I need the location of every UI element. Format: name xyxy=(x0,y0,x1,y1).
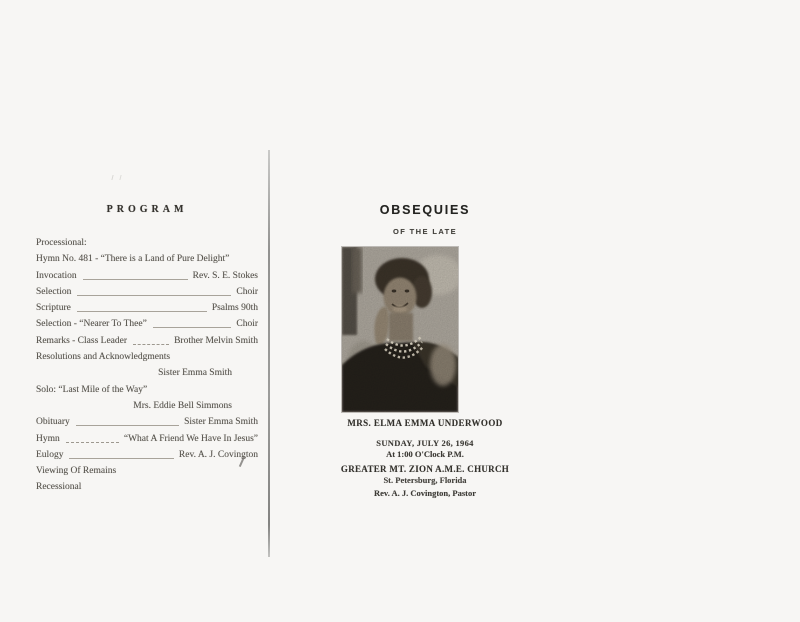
program-line-eulogy xyxy=(36,450,258,460)
program-line-scripture xyxy=(36,303,258,313)
of-the-late-subtitle: OF THE LATE xyxy=(392,227,457,236)
program-line-label: Obituary xyxy=(36,417,70,428)
leader-line xyxy=(83,271,188,280)
program-line-label: Invocation xyxy=(36,270,77,281)
leader-line xyxy=(76,417,179,426)
program-line-label: Solo: “Last Mile of the Way” xyxy=(36,384,148,395)
leader-line xyxy=(77,303,207,312)
program-page xyxy=(36,204,258,499)
program-line-label: Selection xyxy=(36,286,72,297)
portrait-illustration xyxy=(342,247,458,412)
program-line-label: Recessional xyxy=(36,482,82,493)
program-line-recessional xyxy=(36,482,258,492)
pastor-name: Rev. A. J. Covington, Pastor xyxy=(374,488,476,498)
service-time: At 1:00 O'Clock P.M. xyxy=(386,449,464,459)
program-line-label: Selection - “Nearer To Thee” xyxy=(36,319,147,330)
program-line-solo xyxy=(36,385,258,395)
program-line-label: Hymn No. 481 - “There is a Land of Pure Delight” xyxy=(36,254,230,265)
leader-line xyxy=(77,287,231,296)
program-line-by: Choir xyxy=(236,319,258,330)
program-line-label: Scripture xyxy=(36,303,71,314)
leader-line xyxy=(69,450,173,459)
program-line-opening-hymn xyxy=(36,254,258,264)
program-line-by: Brother Melvin Smith xyxy=(174,335,258,346)
leader-line xyxy=(133,336,169,345)
leader-line xyxy=(66,434,119,443)
program-title: PROGRAM xyxy=(106,204,188,215)
program-line-label: Hymn xyxy=(36,433,60,444)
program-line-by: “What A Friend We Have In Jesus” xyxy=(123,433,258,444)
program-line-obituary xyxy=(36,417,258,427)
program-line-label: Viewing Of Remains xyxy=(36,466,117,477)
program-line-by: Sister Emma Smith xyxy=(158,368,232,379)
deceased-portrait-photo xyxy=(342,247,458,412)
program-line-hymn xyxy=(36,434,258,444)
program-line-viewing xyxy=(36,466,258,476)
faint-scan-mark xyxy=(111,175,121,180)
program-line-by: Choir xyxy=(236,286,258,297)
program-line-remarks xyxy=(36,336,258,346)
program-line-resolutions xyxy=(36,352,258,362)
program-line-processional xyxy=(36,238,258,248)
program-line-by: Sister Emma Smith xyxy=(184,417,258,428)
program-line-label: Eulogy xyxy=(36,449,64,460)
program-line-selection-nearer xyxy=(36,319,258,329)
program-line-by: Psalms 90th xyxy=(211,303,258,314)
page-fold-line xyxy=(268,150,270,557)
program-line-label: Processional: xyxy=(36,238,87,248)
program-line-solo-by xyxy=(36,401,258,411)
program-line-invocation xyxy=(36,271,258,281)
program-line-selection xyxy=(36,287,258,297)
program-line-by: Rev. A. J. Covington xyxy=(178,449,258,460)
deceased-name: MRS. ELMA EMMA UNDERWOOD xyxy=(347,418,503,428)
program-line-resolutions-by xyxy=(36,368,258,378)
program-line-label: Remarks - Class Leader xyxy=(36,335,128,346)
service-date: SUNDAY, JULY 26, 1964 xyxy=(376,438,474,448)
program-line-by: Mrs. Eddie Bell Simmons xyxy=(133,400,232,411)
leader-line xyxy=(153,319,232,328)
program-line-label: Resolutions and Acknowledgments xyxy=(36,352,171,363)
program-line-by: Rev. S. E. Stokes xyxy=(192,270,258,281)
obsequies-title: OBSEQUIES xyxy=(379,203,471,217)
church-city: St. Petersburg, Florida xyxy=(383,475,467,485)
church-name: GREATER MT. ZION A.M.E. CHURCH xyxy=(340,464,510,474)
